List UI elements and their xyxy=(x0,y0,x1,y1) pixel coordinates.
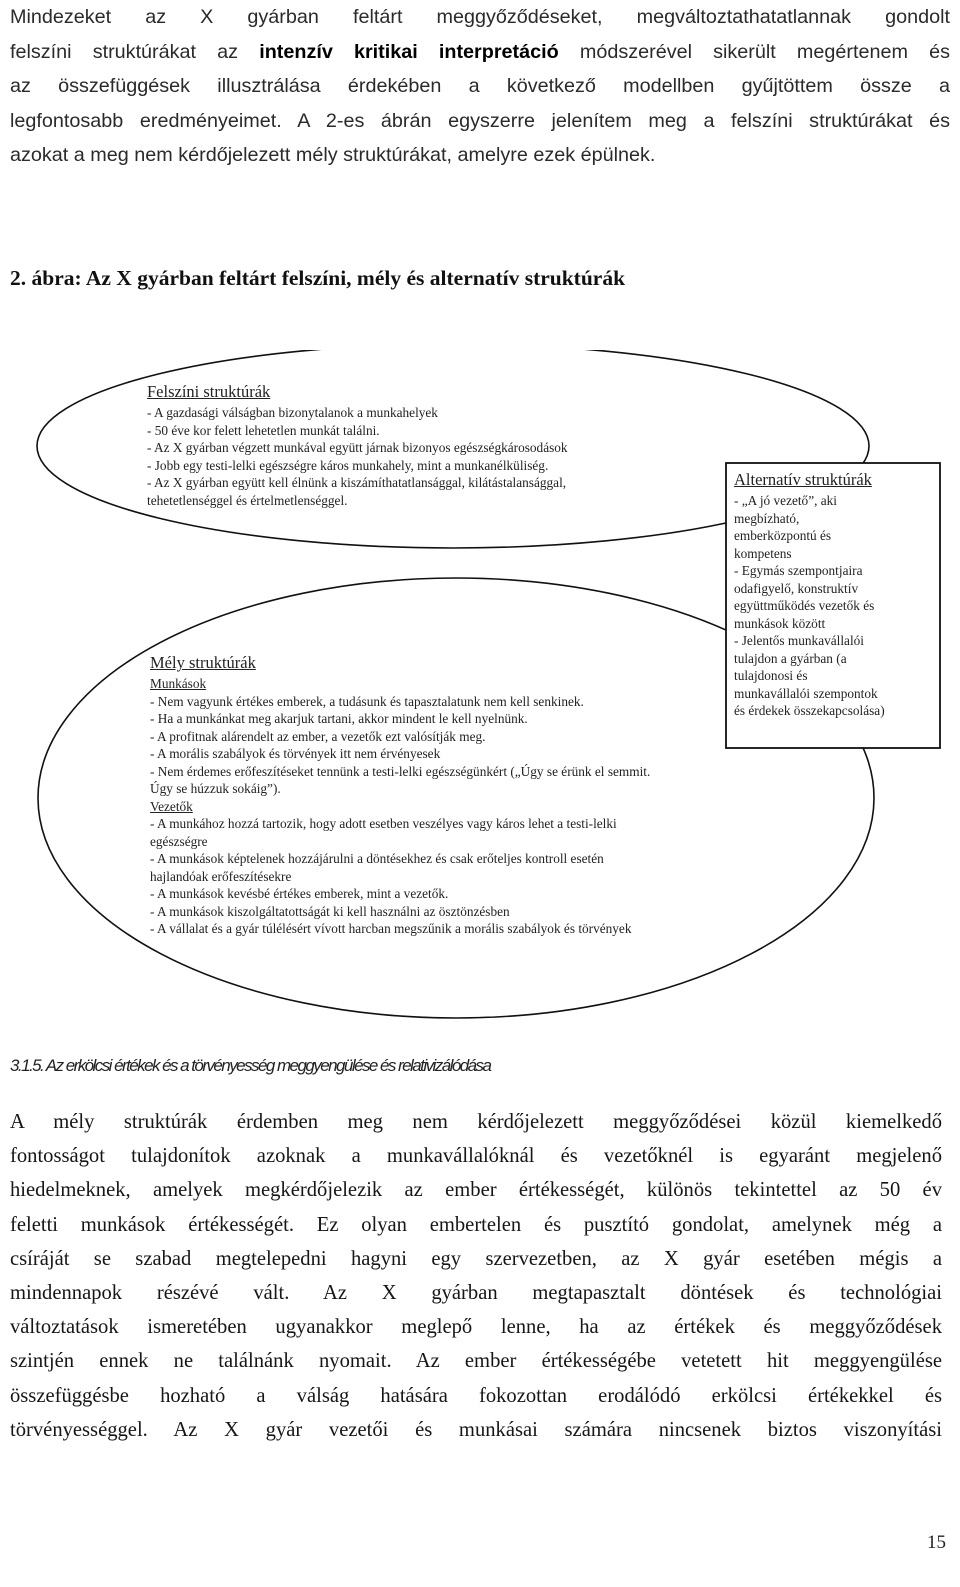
surface-item: - 50 éve kor felett lehetetlen munkát találni. xyxy=(147,422,380,438)
intro-line: az összefüggések illusztrálása érdekében a következő modellben gyűjtöttem össze a xyxy=(10,75,950,97)
intro-line: legfontosabb eredményeimet. A 2-es ábrán egyszerre jelenítem meg a felszíni struktúrákat és xyxy=(10,109,950,132)
surface-item: - A gazdasági válságban bizonytalanok a munkahelyek xyxy=(147,405,438,420)
leaders-item: - A munkához hozzá tartozik, hogy adott esetben veszélyes vagy káros lehet a testi-lelki xyxy=(150,816,617,831)
intro-line: azokat a meg nem kérdőjelezett mély struktúrákat, amelyre ezek épülnek. xyxy=(10,144,656,166)
alternative-item: emberközpontú és xyxy=(734,528,832,543)
surface-item: - Jobb egy testi-lelki egészségre káros munkahely, mint a munkanélküliség. xyxy=(147,457,549,473)
leaders-item: - A munkások képtelenek hozzájárulni a döntésekhez és csak erőteljes kontroll esetén xyxy=(150,851,604,866)
workers-item: - Ha a munkánkat meg akarjuk tartani, akkor mindent le kell nyelnünk. xyxy=(150,711,528,726)
intro-line: Mindezeket az X gyárban feltárt meggyőződéseket, megváltoztathatatlannak gondolt xyxy=(10,6,950,28)
section-heading: 3.1.5. Az erkölcsi értékek és a törvényesség meggyengülése és relativizálódása xyxy=(10,1056,491,1075)
surface-item: - Az X gyárban végzett munkával együtt járnak bizonyos egészségkárosodások xyxy=(147,440,568,455)
leaders-item: - A vállalat és a gyár túlélésért vívott harcban megszűnik a morális szabályok és törvények xyxy=(150,921,632,936)
workers-item: - Nem érdemes erőfeszítéseket tennünk a testi-lelki egészségünkért („Úgy se érünk el semmit. xyxy=(150,763,651,779)
deep-structures-text xyxy=(150,651,650,938)
intro-line xyxy=(10,35,950,70)
alternative-item: - „A jó vezető”, aki xyxy=(734,493,838,508)
workers-item: - Nem vagyunk értékes emberek, a tudásunk és tapasztalatunk nem kell senkinek. xyxy=(150,693,584,709)
alternative-structures-title: Alternatív struktúrák xyxy=(734,470,872,489)
leaders-item: hajlandóak erőfeszítésekre xyxy=(150,868,292,884)
leaders-item: egészségre xyxy=(150,833,208,849)
body-line: feletti munkások értékességét. Ez olyan embertelen és pusztító gondolat, amelynek még a xyxy=(10,1213,942,1236)
body-line: mindennapok részévé vált. Az X gyárban megtapasztalt döntések és technológiai xyxy=(10,1282,942,1305)
alternative-item: kompetens xyxy=(734,545,792,561)
workers-item: - A profitnak alárendelt az ember, a vezetők ezt valósítják meg. xyxy=(150,728,486,744)
body-line: változtatások ismeretében ugyanakkor meglepő lenne, ha az értékek és meggyőződések xyxy=(10,1316,942,1339)
intro-bold-phrase: intenzív kritikai interpretáció xyxy=(259,40,559,63)
leaders-item: - A munkások kevésbé értékes emberek, mint a vezetők. xyxy=(150,886,449,901)
workers-label: Munkások xyxy=(150,676,207,691)
deep-structures-title: Mély struktúrák xyxy=(150,653,256,672)
body-line: szintjén ennek ne találnánk nyomait. Az ember értékességébe vetetett hit meggyengülése xyxy=(10,1350,942,1373)
alternative-item: munkások között xyxy=(734,615,826,631)
alternative-item: - Jelentős munkavállalói xyxy=(734,633,864,648)
intro-line-end: módszerével sikerült megértenem és xyxy=(579,40,950,63)
alternative-item: - Egymás szempontjaira xyxy=(734,563,863,578)
alternative-item: munkavállalói szempontok xyxy=(734,685,878,701)
surface-structures-title: Felszíni struktúrák xyxy=(147,382,271,401)
body-line: csíráját se szabad megtelepedni hagyni egy szervezetben, az X gyár esetében mégis a xyxy=(10,1247,942,1270)
alternative-item: megbízható, xyxy=(734,510,800,526)
page-number: 15 xyxy=(927,1532,946,1553)
body-line: törvényességgel. Az X gyár vezetői és munkásai számára nincsenek biztos viszonyítási xyxy=(10,1418,942,1441)
surface-structures-text xyxy=(147,380,568,509)
alternative-item: tulajdonosi és xyxy=(734,668,808,683)
leaders-item: - A munkások kiszolgáltatottságát ki kell használni az ösztönzésben xyxy=(150,903,510,919)
body-line: hiedelmeknek, amelyek megkérdőjelezik az ember értékességét, különös tekintettel az 50 év xyxy=(10,1179,942,1202)
surface-item: tehetetlenséggel és értelmetlenséggel. xyxy=(147,492,348,508)
structures-diagram xyxy=(0,350,960,1020)
body-line: A mély struktúrák érdemben meg nem kérdőjelezett meggyőződései közül kiemelkedő xyxy=(10,1111,942,1133)
surface-item: - Az X gyárban együtt kell élnünk a kiszámíthatatlansággal, kilátástalansággal, xyxy=(147,475,567,490)
alternative-item: és érdekek összekapcsolása) xyxy=(734,703,885,718)
alternative-item: odafigyelő, konstruktív xyxy=(734,580,859,596)
alternative-item: tulajdon a gyárban (a xyxy=(734,650,847,666)
workers-item: - A morális szabályok és törvények itt nem érvényesek xyxy=(150,746,441,761)
figure-caption: 2. ábra: Az X gyárban feltárt felszíni, mély és alternatív struktúrák xyxy=(10,266,626,290)
intro-paragraph xyxy=(10,0,950,173)
alternative-structures-text xyxy=(734,468,885,720)
leaders-label: Vezetők xyxy=(150,798,193,814)
alternative-item: együttműködés vezetők és xyxy=(734,598,875,613)
body-line: fontosságot tulajdonítok azoknak a munkavállalóknál és vezetőknél is egyaránt megjelenő xyxy=(10,1145,942,1168)
workers-item: Úgy se húzzuk sokáig”). xyxy=(150,781,281,796)
body-line: összefüggésbe hozható a válság hatására fokozottan erodálódó erkölcsi értékekkel és xyxy=(10,1384,942,1407)
intro-line-start: felszíni struktúrákat az xyxy=(10,40,260,63)
body-paragraph xyxy=(10,1105,942,1447)
